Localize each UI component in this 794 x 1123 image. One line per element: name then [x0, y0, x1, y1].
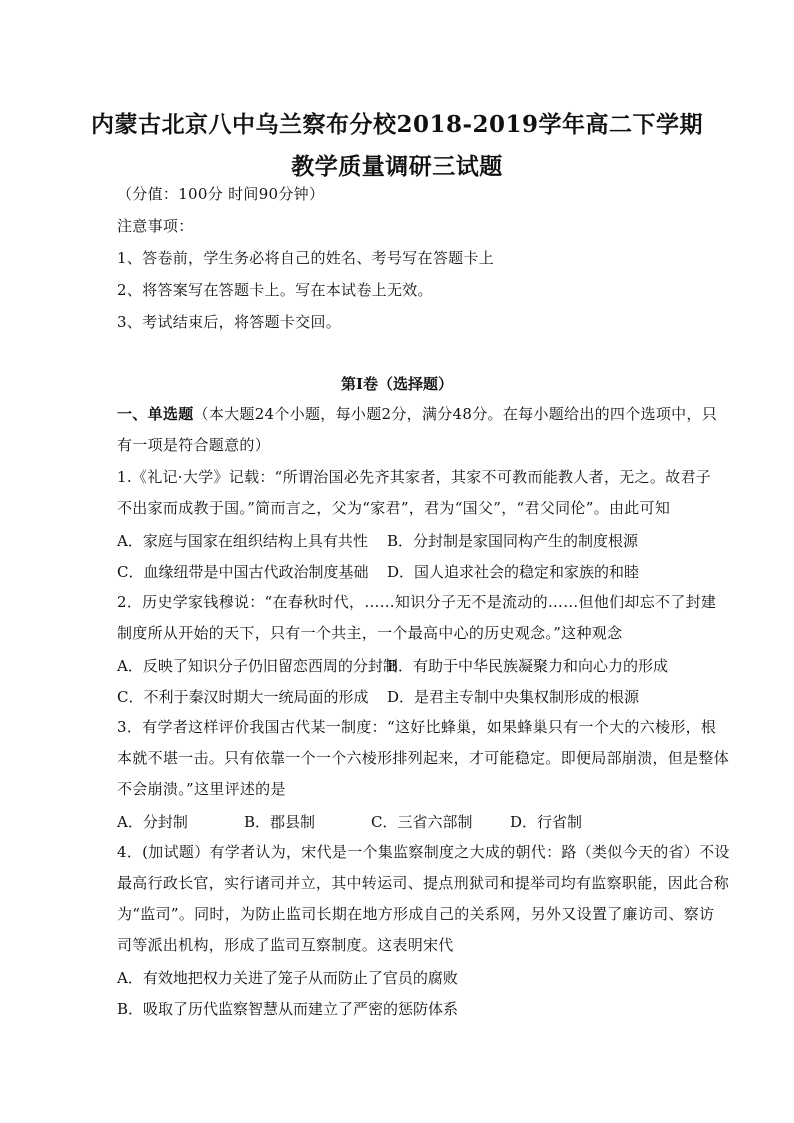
question-3-option-d: D．行省制 [510, 813, 583, 831]
note-item: 2、将答案写在答题卡上。写在本试卷上无效。 [117, 281, 433, 299]
question-3-option-c: C．三省六部制 [371, 813, 473, 831]
question-3-text: 不会崩溃。”这里评述的是 [117, 780, 286, 798]
question-1-option-a: A．家庭与国家在组织结构上具有共性 [117, 532, 368, 550]
section-intro-label: 一、单选题 [117, 405, 194, 423]
question-1-text: 1.《礼记·大学》记载：“所谓治国必先齐其家者，其家不可教而能教人者，无之。故君子 [117, 468, 712, 486]
question-2-option-a: A．反映了知识分子仍旧留恋西周的分封制 [117, 657, 398, 675]
note-item: 3、考试结束后，将答题卡交回。 [117, 313, 342, 331]
question-2-text: 制度所从开始的天下，只有一个共主，一个最高中心的历史观念。”这种观念 [117, 624, 623, 642]
question-4-option-b: B．吸取了历代监察智慧从而建立了严密的惩防体系 [117, 1000, 459, 1018]
question-1-option-c: C．血缘纽带是中国古代政治制度基础 [117, 563, 369, 581]
question-4-text: 4．(加试题）有学者认为，宋代是一个集监察制度之大成的朝代：路（类似今天的省）不设 [117, 843, 730, 861]
question-2-option-b: B．有助于中华民族凝聚力和向心力的形成 [387, 657, 669, 675]
question-2-option-d: D．是君主专制中央集权制形成的根源 [387, 688, 640, 706]
question-4-text: 最高行政长官，实行诸司并立，其中转运司、提点刑狱司和提举司均有监察职能，因此合称 [117, 874, 730, 892]
question-2-text: 2．历史学家钱穆说：“在春秋时代，……知识分子无不是流动的……但他们却忘不了封建 [117, 593, 717, 611]
question-1-option-b: B．分封制是家国同构产生的制度根源 [387, 532, 639, 550]
exam-title-line1: 内蒙古北京八中乌兰察布分校2018-2019学年高二下学期 [90, 111, 704, 138]
question-3-text: 3．有学者这样评价我国古代某一制度：“这好比蜂巢，如果蜂巢只有一个大的六棱形，根 [117, 718, 717, 736]
question-4-text: 为“监司”。同时，为防止监司长期在地方形成自己的关系网，另外又设置了廉访司、察访 [117, 905, 715, 923]
question-1-text: 不出家而成教于国。”简而言之，父为“家君”，君为“国父”，“君父同伦”。由此可知 [117, 499, 671, 517]
question-3-option-a: A．分封制 [117, 813, 188, 831]
note-item: 1、答卷前，学生务必将自己的姓名、考号写在答题卡上 [117, 249, 495, 267]
question-4-text: 司等派出机构，形成了监司互察制度。这表明宋代 [117, 936, 454, 954]
question-3-text: 本就不堪一击。只有依靠一个一个六棱形排列起来，才可能稳定。即便局部崩溃，但是整体 [117, 749, 730, 767]
section-title: 第Ⅰ卷（选择题） [340, 375, 454, 393]
exam-title-line2: 教学质量调研三试题 [291, 153, 503, 180]
section-intro [117, 404, 717, 424]
section-intro-cont: 有一项是符合题意的） [117, 436, 271, 454]
question-2-option-c: C．不利于秦汉时期大一统局面的形成 [117, 688, 369, 706]
score-time-info: （分值：100分 时间90分钟） [117, 185, 325, 203]
notes-heading: 注意事项： [117, 217, 194, 235]
section-intro-text: （本大题24个小题，每小题2分，满分48分。在每小题给出的四个选项中，只 [193, 405, 718, 423]
question-3-option-b: B．郡县制 [244, 813, 316, 831]
question-4-option-a: A．有效地把权力关进了笼子从而防止了官员的腐败 [117, 969, 458, 987]
question-1-option-d: D．国人追求社会的稳定和家族的和睦 [387, 563, 640, 581]
